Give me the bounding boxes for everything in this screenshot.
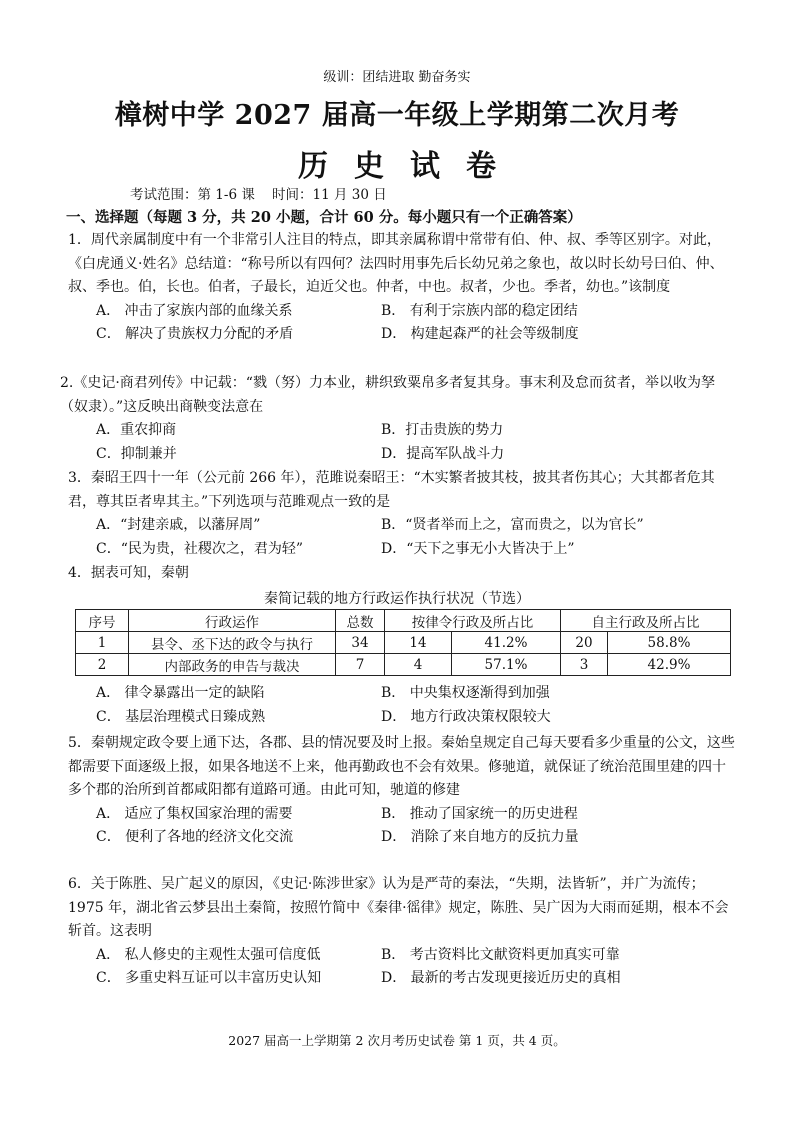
table-cell: 内部政务的申告与裁决	[129, 654, 336, 676]
question-stem: 3．秦昭王四十一年（公元前 266 年），范雎说秦昭王：“木实繁者披其枝，披其者伤其心；大其都者危其君，尊其臣者卑其主。”下列选项与范雎观点一致的是	[68, 470, 715, 510]
table-row	[76, 632, 731, 654]
table-cell: 3	[561, 654, 608, 676]
option-a[interactable]: A． 私人修史的主观性太强可信度低	[96, 946, 321, 963]
data-table	[75, 609, 731, 676]
table-cell: 57.1%	[452, 654, 561, 676]
options	[68, 514, 736, 561]
question-4	[68, 562, 736, 586]
exam-subject: 历史试卷	[298, 149, 522, 184]
question-1	[68, 229, 736, 347]
table-cell: 34	[336, 632, 385, 654]
table-cell: 41.2%	[452, 632, 561, 654]
table-cell: 58.8%	[608, 632, 731, 654]
header-cell: 序号	[76, 610, 129, 632]
option-b[interactable]: B．打击贵族的势力	[381, 422, 504, 439]
option-c[interactable]: C．“民为贵，社稷次之，君为轻”	[96, 540, 304, 557]
option-c[interactable]: C． 多重史料互证可以丰富历史认知	[96, 970, 322, 987]
table-cell: 县令、丞下达的政令与执行	[129, 632, 336, 654]
option-c[interactable]: C． 解决了贵族权力分配的矛盾	[96, 326, 294, 343]
option-d[interactable]: D． 消除了来自地方的反抗力量	[381, 829, 579, 846]
exam-title: 樟树中学 2027 届高一年级上学期第二次月考	[114, 100, 680, 131]
options	[68, 682, 736, 729]
option-c[interactable]: C． 基层治理模式日臻成熟	[96, 708, 266, 725]
options	[60, 419, 736, 466]
table-caption: 秦简记载的地方行政运作执行状况（节选）	[264, 591, 530, 607]
question-6	[68, 873, 736, 991]
question-5	[68, 732, 736, 850]
page-footer: 2027 届高一上学期第 2 次月考历史试卷 第 1 页，共 4 页。	[228, 1033, 566, 1048]
options	[68, 803, 736, 850]
table-cell: 7	[336, 654, 385, 676]
option-c[interactable]: C．抑制兼并	[96, 445, 177, 462]
options	[68, 944, 736, 991]
question-stem: 6．关于陈胜、吴广起义的原因，《史记·陈涉世家》认为是严苛的秦法，“失期，法皆斩”，并广为流传；1975 年，湖北省云梦县出土秦简，按照竹简中《秦律·徭律》规定，陈胜、吴广因为大雨而延期，根本不会斩首。这表明	[68, 876, 729, 940]
option-b[interactable]: B． 中央集权逐渐得到加强	[381, 685, 550, 701]
header-cell: 自主行政及所占比	[561, 610, 731, 632]
option-a[interactable]: A． 律令暴露出一定的缺陷	[96, 685, 265, 701]
header-cell: 总数	[336, 610, 385, 632]
option-d[interactable]: D． 地方行政决策权限较大	[381, 708, 551, 725]
question-stem: 1．周代亲属制度中有一个非常引人注目的特点，即其亲属称谓中常带有伯、仲、叔、季等区别字。对此，《白虎通义·姓名》总结道：“称号所以有四何？法四时用事先后长幼兄弟之象也，故以时长幼号曰伯、仲、叔、季也。伯，长也。伯者，子最长，迫近父也。仲者，中也。叔者，少也。季者，幼也。”该制度	[68, 232, 724, 296]
question-3	[68, 467, 736, 561]
option-a[interactable]: A． 冲击了家族内部的血缘关系	[96, 302, 293, 319]
option-d[interactable]: D． 最新的考古发现更接近历史的真相	[381, 970, 621, 987]
option-d[interactable]: D．“天下之事无小大皆决于上”	[381, 540, 575, 557]
question-stem: 4．据表可知，秦朝	[68, 565, 189, 581]
option-b[interactable]: B． 考古资料比文献资料更加真实可靠	[381, 946, 620, 963]
table-header-row	[76, 610, 731, 632]
option-b[interactable]: B． 推动了国家统一的历史进程	[381, 805, 578, 822]
table-cell: 14	[385, 632, 452, 654]
option-d[interactable]: D． 构建起森严的社会等级制度	[381, 326, 579, 343]
question-stem: 5．秦朝规定政令要上通下达，各郡、县的情况要及时上报。秦始皇规定自己每天要看多少重量的公文，这些都需要下面逐级上报，如果各地送不上来，他再勤政也不会有效果。修驰道，就保证了统治范围里建的四十多个郡的治所到首都咸阳都有道路可通。由此可知，驰道的修建	[68, 735, 735, 799]
header-cell: 行政运作	[129, 610, 336, 632]
table-row	[76, 654, 731, 676]
table-cell: 4	[385, 654, 452, 676]
header-cell: 按律令行政及所占比	[385, 610, 561, 632]
question-stem: 2.《史记·商君列传》中记载：“戮（努）力本业，耕织致粟帛多者复其身。事末利及怠而贫者，举以收为孥（奴隶）。”这反映出商鞅变法意在	[60, 375, 715, 415]
question-2	[60, 372, 736, 466]
option-b[interactable]: B． 有利于宗族内部的稳定团结	[381, 302, 578, 319]
table-cell: 42.9%	[608, 654, 731, 676]
option-c[interactable]: C． 便利了各地的经济文化交流	[96, 829, 294, 846]
option-d[interactable]: D．提高军队战斗力	[381, 445, 505, 462]
section-heading: 一、选择题（每题 3 分，共 20 小题，合计 60 分。每小题只有一个正确答案）	[66, 209, 582, 226]
option-a[interactable]: A．“封建亲戚，以藩屏周”	[96, 517, 261, 534]
question-4-options	[68, 682, 736, 729]
class-motto: 级训：团结进取 勤奋务实	[323, 70, 471, 85]
option-a[interactable]: A．重农抑商	[96, 422, 177, 439]
option-a[interactable]: A． 适应了集权国家治理的需要	[96, 805, 293, 822]
options	[68, 300, 736, 347]
exam-info: 考试范围：第 1-6 课 时间：11 月 30 日	[130, 187, 387, 203]
table-cell: 2	[76, 654, 129, 676]
option-b[interactable]: B．“贤者举而上之，富而贵之，以为官长”	[381, 517, 644, 534]
table-cell: 1	[76, 632, 129, 654]
table-cell: 20	[561, 632, 608, 654]
